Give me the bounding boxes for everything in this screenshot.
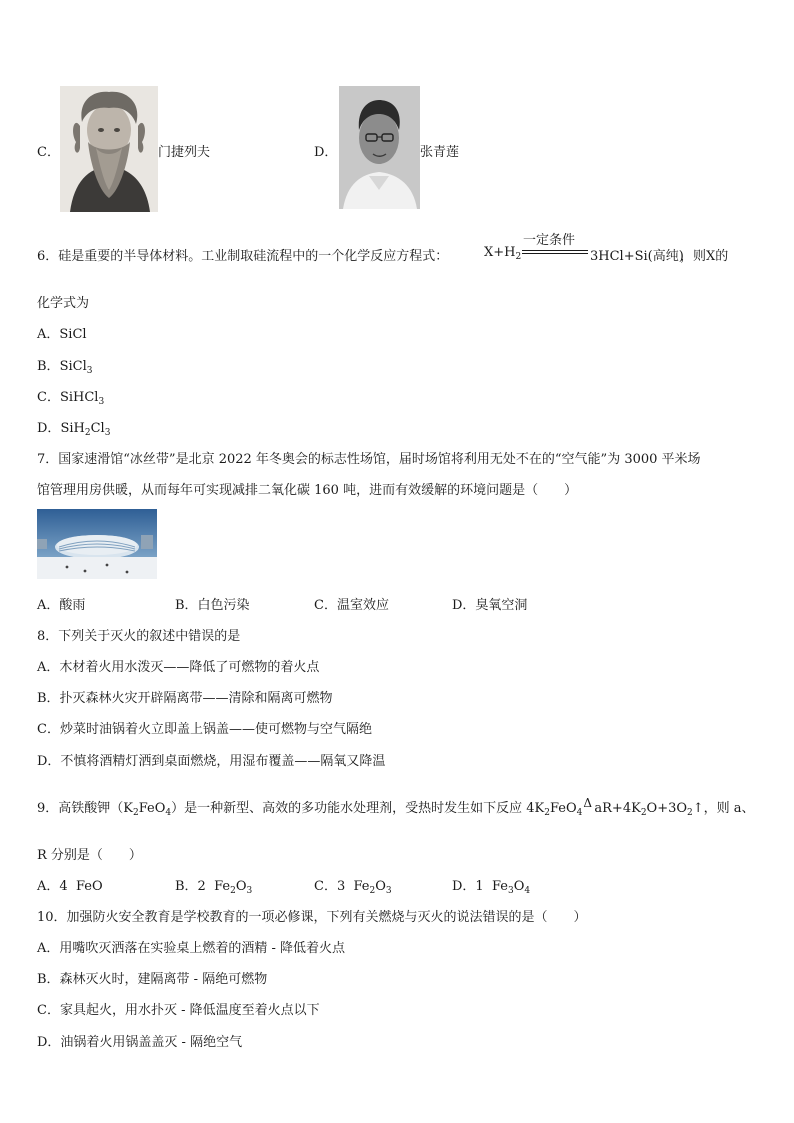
portrait-mendeleev-image [60,86,158,212]
q6-option-b: B．SiCl$_3$ [37,359,93,376]
q6-stem-line2: 化学式为 [37,296,90,311]
q5-option-d-letter: D． [314,145,338,160]
q6-reaction-arrow-top [522,250,588,251]
q7-option-c: C．温室效应 [314,598,389,613]
portrait-zhang-qinglian-image [339,86,420,209]
q10-option-c: C．家具起火，用水扑灭 - 降低温度至着火点以下 [37,1003,320,1018]
q6-reaction-condition: 一定条件 [523,233,576,248]
q8-stem: 8．下列关于灭火的叙述中错误的是 [37,629,241,644]
q9-option-a: A．4 FeO [37,879,103,894]
q9-stem-line1: 9．高铁酸钾$(K_2FeO_4)$是一种新型、高效的多功能水处理剂，受热时发生如下反应 $4K_2FeO_4$ Δ $aR+4K_2O+3O_2↑$，则 a、 [37,796,755,818]
q6-stem-lead: 6．硅是重要的半导体材料。工业制取硅流程中的一个化学反应方程式： [37,249,449,264]
q6-option-d: D．$SiH_2Cl_3$ [37,421,111,438]
q7-stem-line2: 馆管理用房供暖，从而每年可实现减排二氧化碳 160 吨，进而有效缓解的环境问题是（ ） [37,483,578,498]
q10-option-b: B．森林灭火时，建隔离带 - 隔绝可燃物 [37,972,268,987]
q10-stem: 10．加强防火安全教育是学校教育的一项必修课，下列有关燃烧与灭火的说法错误的是（ ） [37,910,587,925]
q7-option-d: D．臭氧空洞 [452,598,528,613]
q6-equation-right: 3HCl+Si(高纯) [590,249,684,264]
q9-stem-line2: R 分别是（ ） [37,848,142,863]
q9-option-c: C．3 $Fe_2O_3$ [314,879,392,896]
q6-stem-tail: ，则X的 [680,249,729,264]
q10-option-d: D．油锅着火用锅盖盖灭 - 隔绝空气 [37,1035,243,1050]
q5-option-c-letter: C． [37,145,60,160]
q8-option-a: A．木材着火用水泼灭——降低了可燃物的着火点 [37,660,320,675]
q6-option-a: A．SiCl [37,327,87,342]
q5-option-c-name: 门捷列夫 [158,145,211,160]
q7-option-a: A．酸雨 [37,598,86,613]
q9-heat-symbol: Δ [583,796,593,810]
q10-option-a: A．用嘴吹灭洒落在实验桌上燃着的酒精 - 降低着火点 [37,941,346,956]
q6-equation-left: $X+H_2$ [484,245,522,262]
q8-option-c: C．炒菜时油锅着火立即盖上锅盖——使可燃物与空气隔绝 [37,722,372,737]
q9-option-d: D．1 $Fe_3O_4$ [452,879,531,896]
speed-skating-oval-image [37,509,157,579]
q9-option-b: B．2 $Fe_2O_3$ [175,879,253,896]
q8-option-b: B．扑灭森林火灾开辟隔离带——清除和隔离可燃物 [37,691,333,706]
q6-reaction-arrow-bottom [522,253,588,254]
q6-option-c: C．SiHCl$_3$ [37,390,105,407]
q5-option-d-name: 张青莲 [420,145,460,160]
q7-option-b: B．白色污染 [175,598,250,613]
q8-option-d: D．不慎将酒精灯洒到桌面燃烧，用湿布覆盖——隔氧又降温 [37,754,386,769]
q7-stem-line1: 7．国家速滑馆“冰丝带”是北京 2022 年冬奥会的标志性场馆，届时场馆将利用无处不在的“空气能”为 3000 平米场 [37,452,701,467]
